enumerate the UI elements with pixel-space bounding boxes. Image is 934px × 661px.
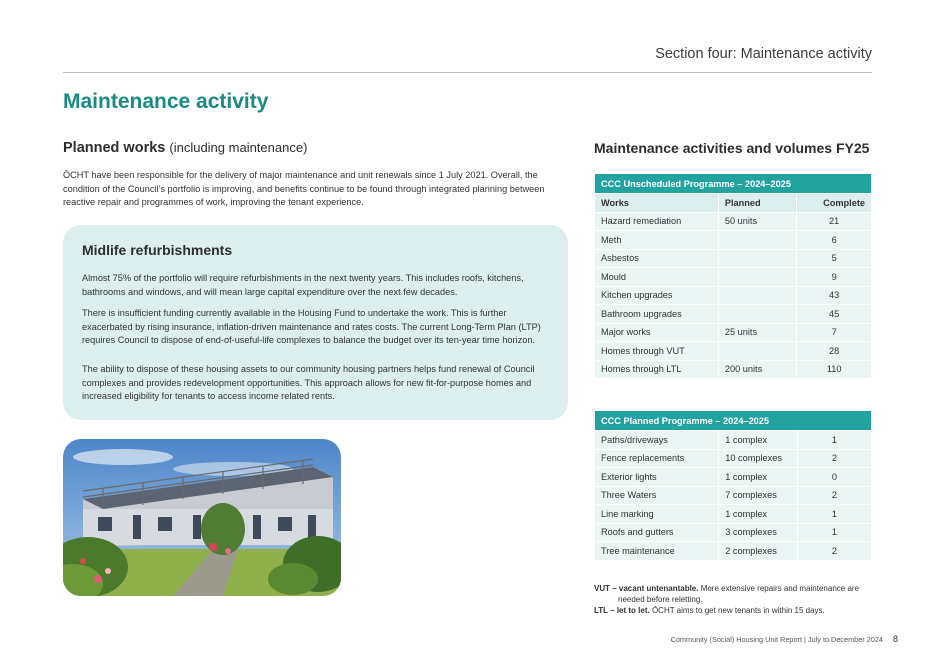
complete-cell: 1 (797, 523, 871, 542)
note-vut-text: More extensive repairs and maintenance are (698, 584, 859, 593)
table-row (595, 468, 872, 487)
works-cell: Homes through VUT (595, 342, 719, 361)
works-cell: Major works (595, 323, 719, 342)
table-row (595, 268, 872, 287)
col-complete: Complete (797, 194, 872, 213)
footer-text: Community (Social) Housing Unit Report | July to December 2024 (670, 635, 883, 644)
works-cell: Line marking (595, 505, 719, 524)
planned-cell (718, 249, 796, 268)
complete-cell: 110 (797, 360, 872, 379)
table-row (595, 486, 872, 505)
works-cell: Exterior lights (595, 468, 719, 487)
unscheduled-band: CCC Unscheduled Programme – 2024–2025 (595, 174, 872, 194)
table-row (595, 231, 872, 250)
midlife-paragraph: There is insufficient funding currently available in the Housing Fund to undertake the work. This is further exacerbated by rising insurance, inflation-driven maintenance and rates costs. The current Long-Term Plan (LTP) requires Council to dispose of end-of-useful-life complexes to balance the budget over its ten-year time horizon. (82, 308, 541, 345)
complete-cell: 28 (797, 342, 872, 361)
complete-cell: 2 (797, 542, 871, 561)
planned-cell: 3 complexes (719, 523, 798, 542)
planned-works-intro: ŌCHT have been responsible for the delivery of major maintenance and unit renewals since 1 July 2021. Overall, the condition of the Council’s portfolio is improving, and benefits continue to be found through integrated planning between reactive repair and programmes of work, improving the tenant experience. (63, 170, 545, 207)
planned-cell: 1 complex (719, 468, 798, 487)
planned-band: CCC Planned Programme – 2024–2025 (595, 411, 872, 431)
planned-cell: 2 complexes (719, 542, 798, 561)
works-cell: Fence replacements (595, 449, 719, 468)
table-row (595, 542, 872, 561)
col-works: Works (595, 194, 719, 213)
planned-cell: 200 units (718, 360, 796, 379)
table-row (595, 212, 872, 231)
planned-cell: 1 complex (719, 431, 798, 450)
works-cell: Meth (595, 231, 719, 250)
planned-works-title: Planned works (63, 140, 166, 156)
works-cell: Kitchen upgrades (595, 286, 719, 305)
planned-cell: 25 units (718, 323, 796, 342)
activities-heading: Maintenance activities and volumes FY25 (594, 140, 870, 156)
planned-programme-table (594, 410, 872, 561)
complete-cell: 6 (797, 231, 872, 250)
table-row (595, 523, 872, 542)
midlife-paragraph: Almost 75% of the portfolio will require refurbishments in the next twenty years. This includes roofs, kitchens, bathrooms and windows, and will mean large capital expenditure over the next few decades. (82, 273, 524, 297)
complete-cell: 45 (797, 305, 872, 324)
table-row (595, 342, 872, 361)
works-cell: Roofs and gutters (595, 523, 719, 542)
planned-cell: 1 complex (719, 505, 798, 524)
planned-cell (718, 268, 796, 287)
housing-complex-photo (63, 439, 341, 596)
complete-cell: 5 (797, 249, 872, 268)
planned-cell: 50 units (718, 212, 796, 231)
midlife-refurbishments-panel (63, 225, 568, 420)
complete-cell: 1 (797, 505, 871, 524)
complete-cell: 2 (797, 486, 871, 505)
planned-cell (718, 305, 796, 324)
table-row (595, 286, 872, 305)
note-vut-cont: needed before reletting. (618, 595, 703, 604)
unscheduled-programme-table (594, 173, 872, 379)
note-vut (594, 583, 872, 594)
works-cell: Asbestos (595, 249, 719, 268)
table-notes (594, 583, 872, 616)
planned-works-subtitle: (including maintenance) (169, 140, 308, 155)
note-ltl-text: ŌCHT aims to get new tenants in within 15 days. (649, 606, 825, 615)
page-title: Maintenance activity (63, 90, 269, 113)
planned-cell (718, 286, 796, 305)
planned-cell: 10 complexes (719, 449, 798, 468)
planned-cell: 7 complexes (719, 486, 798, 505)
complete-cell: 7 (797, 323, 872, 342)
page-number: 8 (892, 634, 898, 644)
table-row (595, 323, 872, 342)
note-vut-abbr: VUT – vacant untenantable. (594, 584, 699, 593)
complete-cell: 2 (797, 449, 871, 468)
complete-cell: 0 (797, 468, 871, 487)
table-row (595, 360, 872, 379)
table-row (595, 505, 872, 524)
works-cell: Mould (595, 268, 719, 287)
works-cell: Homes through LTL (595, 360, 719, 379)
planned-cell (718, 231, 796, 250)
complete-cell: 9 (797, 268, 872, 287)
note-ltl-abbr: LTL – let to let. (594, 606, 650, 615)
table-row (595, 431, 872, 450)
complete-cell: 1 (797, 431, 871, 450)
planned-works-heading (63, 140, 307, 156)
col-planned: Planned (718, 194, 796, 213)
midlife-paragraph: The ability to dispose of these housing assets to our community housing partners helps fund renewal of Council complexes and provides redevelopment opportunities. This approach allows for new fit-for-purpose homes and increased eligibility for tenants to access income related rents. (82, 364, 535, 401)
complete-cell: 43 (797, 286, 872, 305)
note-ltl (594, 605, 872, 616)
midlife-title: Midlife refurbishments (82, 242, 233, 258)
works-cell: Three Waters (595, 486, 719, 505)
complete-cell: 21 (797, 212, 872, 231)
section-title: Section four: Maintenance activity (655, 46, 872, 62)
works-cell: Bathroom upgrades (595, 305, 719, 324)
table-row (595, 249, 872, 268)
table-row (595, 305, 872, 324)
works-cell: Tree maintenance (595, 542, 719, 561)
page-footer (671, 634, 898, 644)
table-row (595, 449, 872, 468)
works-cell: Paths/driveways (595, 431, 719, 450)
planned-cell (718, 342, 796, 361)
section-header (63, 44, 872, 73)
works-cell: Hazard remediation (595, 212, 719, 231)
